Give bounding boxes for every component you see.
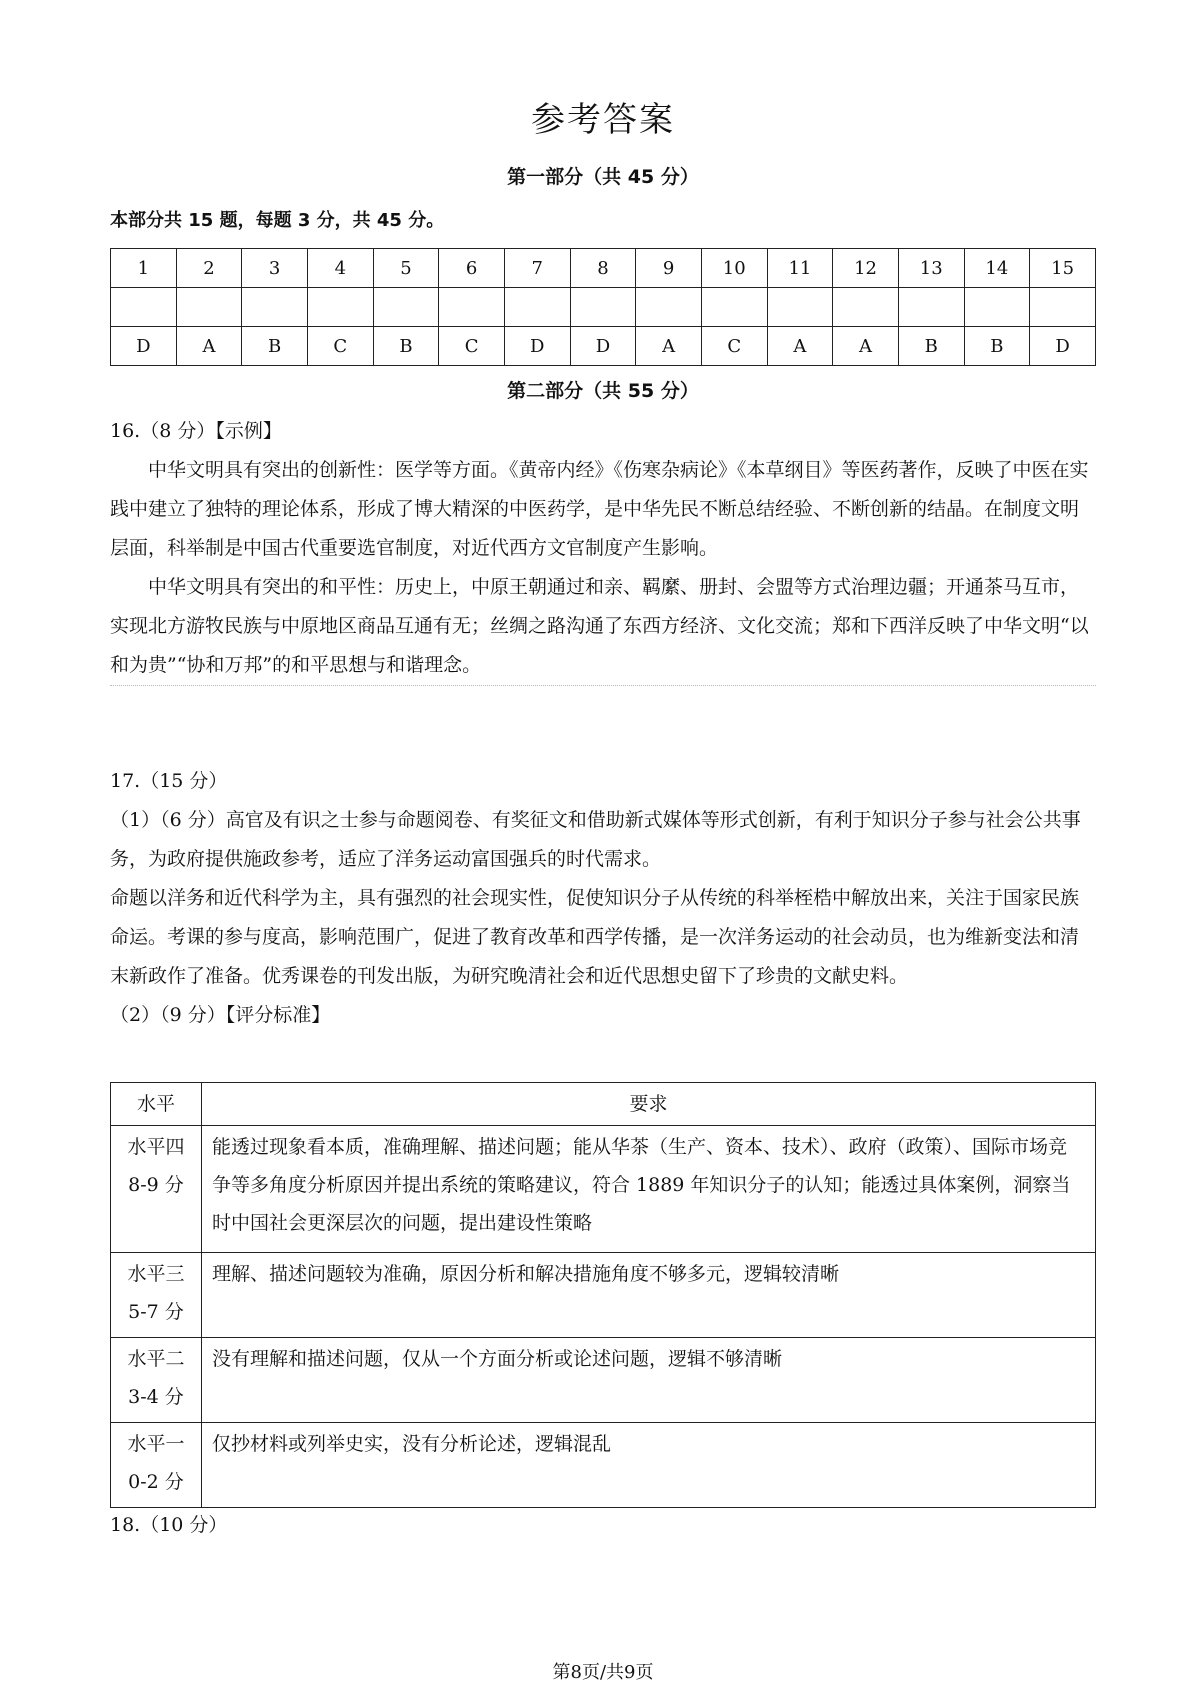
rubric-requirement: 没有理解和描述问题，仅从一个方面分析或论述问题，逻辑不够清晰 [202,1338,1096,1423]
rubric-level-cell [111,1338,202,1423]
answer-letter: B [898,327,964,366]
rubric-level-header: 水平 [111,1083,202,1126]
rubric-score: 3-4 分 [128,1386,184,1408]
rubric-level: 水平四 [127,1136,185,1158]
rubric-row [111,1338,1096,1423]
answer-letter: D [504,327,570,366]
rubric-level: 水平一 [127,1433,185,1455]
rubric-level: 水平二 [127,1348,185,1370]
rubric-row [111,1253,1096,1338]
question-number: 10 [701,249,767,288]
question-number: 6 [439,249,505,288]
rubric-requirement: 理解、描述问题较为准确，原因分析和解决措施角度不够多元，逻辑较清晰 [202,1253,1096,1338]
answer-letter: B [964,327,1030,366]
answer-letter: B [373,327,439,366]
answer-table [110,248,1096,366]
rubric-requirement: 能透过现象看本质，准确理解、描述问题；能从华茶（生产、资本、技术）、政府（政策）、国际市场竞争等多角度分析原因并提出系统的策略建议，符合 1889 年知识分子的认知；能透过具体案例，洞察当时中国社会更深层次的问题，提出建设性策略 [202,1126,1096,1253]
answer-letter: A [833,327,899,366]
answer-letter: C [307,327,373,366]
question-number: 7 [504,249,570,288]
question-17-header: 17.（15 分） [110,770,228,792]
rubric-row [111,1126,1096,1253]
rubric-score: 8-9 分 [128,1174,184,1196]
part1-heading: 第一部分（共 45 分） [507,166,699,188]
rubric-header-row [111,1083,1096,1126]
document-page [110,0,1096,1698]
question-17-part1: （1）（6 分）高官及有识之士参与命题阅卷、有奖征文和借助新式媒体等形式创新，有利于知识分子参与社会公共事务，为政府提供施政参考，适应了洋务运动富国强兵的时代需求。 [110,809,1081,870]
question-number: 9 [636,249,702,288]
rubric-table [110,1082,1096,1508]
answer-letter: B [242,327,308,366]
question-18-block [110,1506,1096,1545]
rubric-requirement: 仅抄材料或列举史实，没有分析论述，逻辑混乱 [202,1423,1096,1508]
part2-heading: 第二部分（共 55 分） [507,380,699,402]
question-number: 12 [833,249,899,288]
page-footer: 第8页/共9页 [552,1662,654,1683]
question-16-paragraph: 中华文明具有突出的创新性：医学等方面。《黄帝内经》《伤寒杂病论》《本草纲目》等医药著作，反映了中医在实践中建立了独特的理论体系，形成了博大精深的中医药学，是中华先民不断总结经验、不断创新的结晶。在制度文明层面，科举制是中国古代重要选官制度，对近代西方文官制度产生影响。 [110,459,1089,559]
question-number: 14 [964,249,1030,288]
question-number: 1 [111,249,177,288]
question-16-paragraph: 中华文明具有突出的和平性：历史上，中原王朝通过和亲、羁縻、册封、会盟等方式治理边疆；开通茶马互市，实现北方游牧民族与中原地区商品互通有无；丝绸之路沟通了东西方经济、文化交流；郑和下西洋反映了中华文明“以和为贵”“协和万邦”的和平思想与和谐理念。 [110,568,1096,686]
rubric-level-cell [111,1423,202,1508]
answer-letter: C [439,327,505,366]
question-18-header: 18.（10 分） [110,1514,228,1536]
answer-letter: A [767,327,833,366]
rubric-level-cell [111,1253,202,1338]
rubric-score: 0-2 分 [128,1471,184,1493]
answer-number-row [111,249,1096,288]
question-number: 15 [1030,249,1096,288]
answer-empty-row [111,288,1096,327]
question-number: 5 [373,249,439,288]
answer-letter: C [701,327,767,366]
question-number: 8 [570,249,636,288]
question-number: 3 [242,249,308,288]
rubric-level-cell [111,1126,202,1253]
question-number: 13 [898,249,964,288]
question-17-block [110,762,1096,1035]
page-title: 参考答案 [531,100,675,140]
answer-letter: D [111,327,177,366]
rubric-level: 水平三 [127,1263,185,1285]
rubric-requirement-header: 要求 [202,1083,1096,1126]
answer-letter: A [176,327,242,366]
question-17-part2-header: （2）（9 分）【评分标准】 [110,1004,331,1026]
question-number: 2 [176,249,242,288]
question-16-block [110,412,1096,686]
answer-letter-row [111,327,1096,366]
question-number: 4 [307,249,373,288]
question-number: 11 [767,249,833,288]
answer-letter: A [636,327,702,366]
question-16-header: 16.（8 分）【示例】 [110,420,282,442]
question-17-paragraph: 命题以洋务和近代科学为主，具有强烈的社会现实性，促使知识分子从传统的科举桎梏中解放出来，关注于国家民族命运。考课的参与度高，影响范围广，促进了教育改革和西学传播，是一次洋务运动的社会动员，也为维新变法和清末新政作了准备。优秀课卷的刊发出版，为研究晚清社会和近代思想史留下了珍贵的文献史料。 [110,887,1080,987]
answer-letter: D [570,327,636,366]
rubric-row [111,1423,1096,1508]
answer-letter: D [1030,327,1096,366]
rubric-score: 5-7 分 [128,1301,184,1323]
part1-intro: 本部分共 15 题，每题 3 分，共 45 分。 [110,210,445,231]
